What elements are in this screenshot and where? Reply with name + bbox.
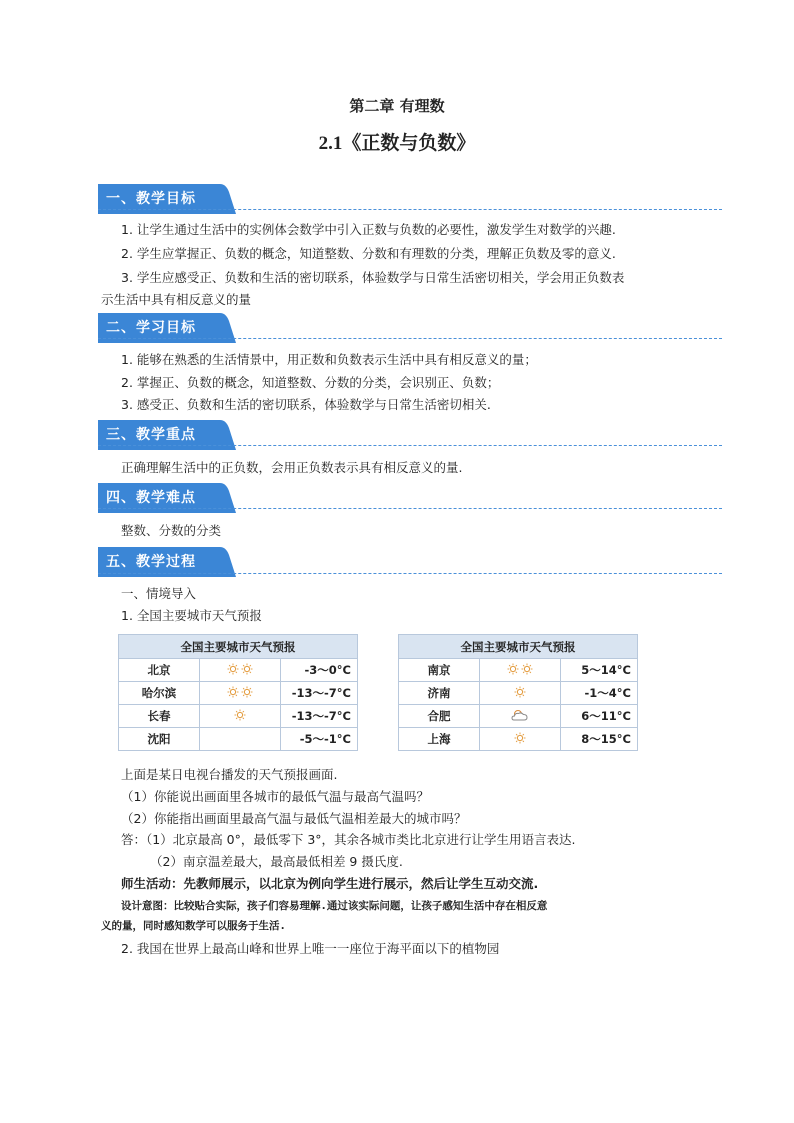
intro-heading: 一、情境导入 — [121, 586, 197, 601]
learning-goal-line: 1. 能够在熟悉的生活情景中，用正数和负数表示生活中具有相反意义的量； — [121, 352, 537, 367]
weather-icon-cell — [480, 705, 561, 728]
sun-icon — [234, 709, 246, 721]
temp-cell: 6～11°C — [561, 705, 638, 728]
table-row — [119, 728, 358, 751]
city-cell: 合肥 — [399, 705, 480, 728]
city-cell: 沈阳 — [119, 728, 200, 751]
section-label: 三、教学重点 — [106, 427, 196, 443]
table-row — [399, 659, 638, 682]
city-cell: 济南 — [399, 682, 480, 705]
table-row — [119, 659, 358, 682]
section-divider — [98, 338, 722, 339]
sun-icon — [241, 686, 253, 698]
question-line: （2）你能指出画面里最高气温与最低气温相差最大的城市吗？ — [121, 811, 467, 826]
weather-icon-cell — [480, 728, 561, 751]
answer-line: （2）南京温差最大，最高最低相差 9 摄氏度. — [150, 854, 403, 869]
table-row — [399, 705, 638, 728]
temp-cell: 8～15°C — [561, 728, 638, 751]
section-label: 五、教学过程 — [106, 554, 196, 570]
weather-icon-cell — [480, 682, 561, 705]
goal-line: 2. 学生应掌握正、负数的概念，知道整数、分数和有理数的分类，理解正负数及零的意义. — [121, 246, 616, 261]
temp-cell: -3～0°C — [281, 659, 358, 682]
design-note: 设计意图：比较贴合实际，孩子们容易理解.通过该实际问题，让孩子感知生活中存在相反意 — [121, 900, 548, 912]
page-title: 2.1《正数与负数》 — [318, 133, 476, 154]
section-divider — [98, 445, 722, 446]
table-header: 全国主要城市天气预报 — [119, 635, 358, 659]
goal-line: 示生活中具有相反意义的量 — [101, 292, 252, 307]
sun-icon — [227, 686, 239, 698]
goal-line: 1. 让学生通过生活中的实例体会数学中引入正数与负数的必要性，激发学生对数学的兴趣. — [121, 222, 616, 237]
table-row — [399, 728, 638, 751]
temp-cell: -5～-1°C — [281, 728, 358, 751]
city-cell: 长春 — [119, 705, 200, 728]
section-label: 二、学习目标 — [106, 320, 196, 336]
weather-table-left — [118, 634, 358, 751]
temp-cell: -13～-7°C — [281, 705, 358, 728]
sun-icon — [507, 663, 519, 675]
table-row — [399, 682, 638, 705]
city-cell: 北京 — [119, 659, 200, 682]
temp-cell: -1～4°C — [561, 682, 638, 705]
section-divider — [98, 209, 722, 210]
section-label: 四、教学难点 — [106, 490, 196, 506]
design-note: 义的量，同时感知数学可以服务于生活. — [101, 920, 286, 932]
cloud-icon — [511, 708, 529, 722]
city-cell: 哈尔滨 — [119, 682, 200, 705]
weather-table-right — [398, 634, 638, 751]
weather-icon-cell — [200, 659, 281, 682]
key-point-text: 正确理解生活中的正负数，会用正负数表示具有相反意义的量. — [121, 460, 463, 475]
learning-goal-line: 2. 掌握正、负数的概念，知道整数、分数的分类，会识别正、负数； — [121, 375, 500, 390]
sun-icon — [514, 732, 526, 744]
weather-icon-cell — [200, 728, 281, 751]
table-row — [119, 682, 358, 705]
weather-icon-cell — [200, 705, 281, 728]
sun-icon — [521, 663, 533, 675]
section-divider — [98, 573, 722, 574]
table-header: 全国主要城市天气预报 — [399, 635, 638, 659]
difficulty-text: 整数、分数的分类 — [121, 523, 222, 538]
section-divider — [98, 508, 722, 509]
section-label: 一、教学目标 — [106, 191, 196, 207]
item-heading: 2. 我国在世界上最高山峰和世界上唯一一座位于海平面以下的植物园 — [121, 941, 500, 956]
activity-line: 师生活动：先教师展示，以北京为例向学生进行展示，然后让学生互动交流. — [121, 876, 539, 891]
chapter-heading: 第二章 有理数 — [349, 97, 445, 115]
temp-cell: -13～-7°C — [281, 682, 358, 705]
question-line: （1）你能说出画面里各城市的最低气温与最高气温吗？ — [121, 789, 429, 804]
item-heading: 1. 全国主要城市天气预报 — [121, 608, 262, 623]
temp-cell: 5～14°C — [561, 659, 638, 682]
weather-icon-cell — [480, 659, 561, 682]
learning-goal-line: 3. 感受正、负数和生活的密切联系，体验数学与日常生活密切相关. — [121, 397, 491, 412]
sun-icon — [514, 686, 526, 698]
city-cell: 南京 — [399, 659, 480, 682]
goal-line: 3. 学生应感受正、负数和生活的密切联系，体验数学与日常生活密切相关，学会用正负数表 — [121, 270, 625, 285]
sun-icon — [227, 663, 239, 675]
table-row — [119, 705, 358, 728]
weather-icon-cell — [200, 682, 281, 705]
body-line: 上面是某日电视台播发的天气预报画面. — [121, 767, 338, 782]
answer-line: 答：（1）北京最高 0°，最低零下 3°，其余各城市类比北京进行让学生用语言表达. — [121, 832, 576, 847]
city-cell: 上海 — [399, 728, 480, 751]
sun-icon — [241, 663, 253, 675]
